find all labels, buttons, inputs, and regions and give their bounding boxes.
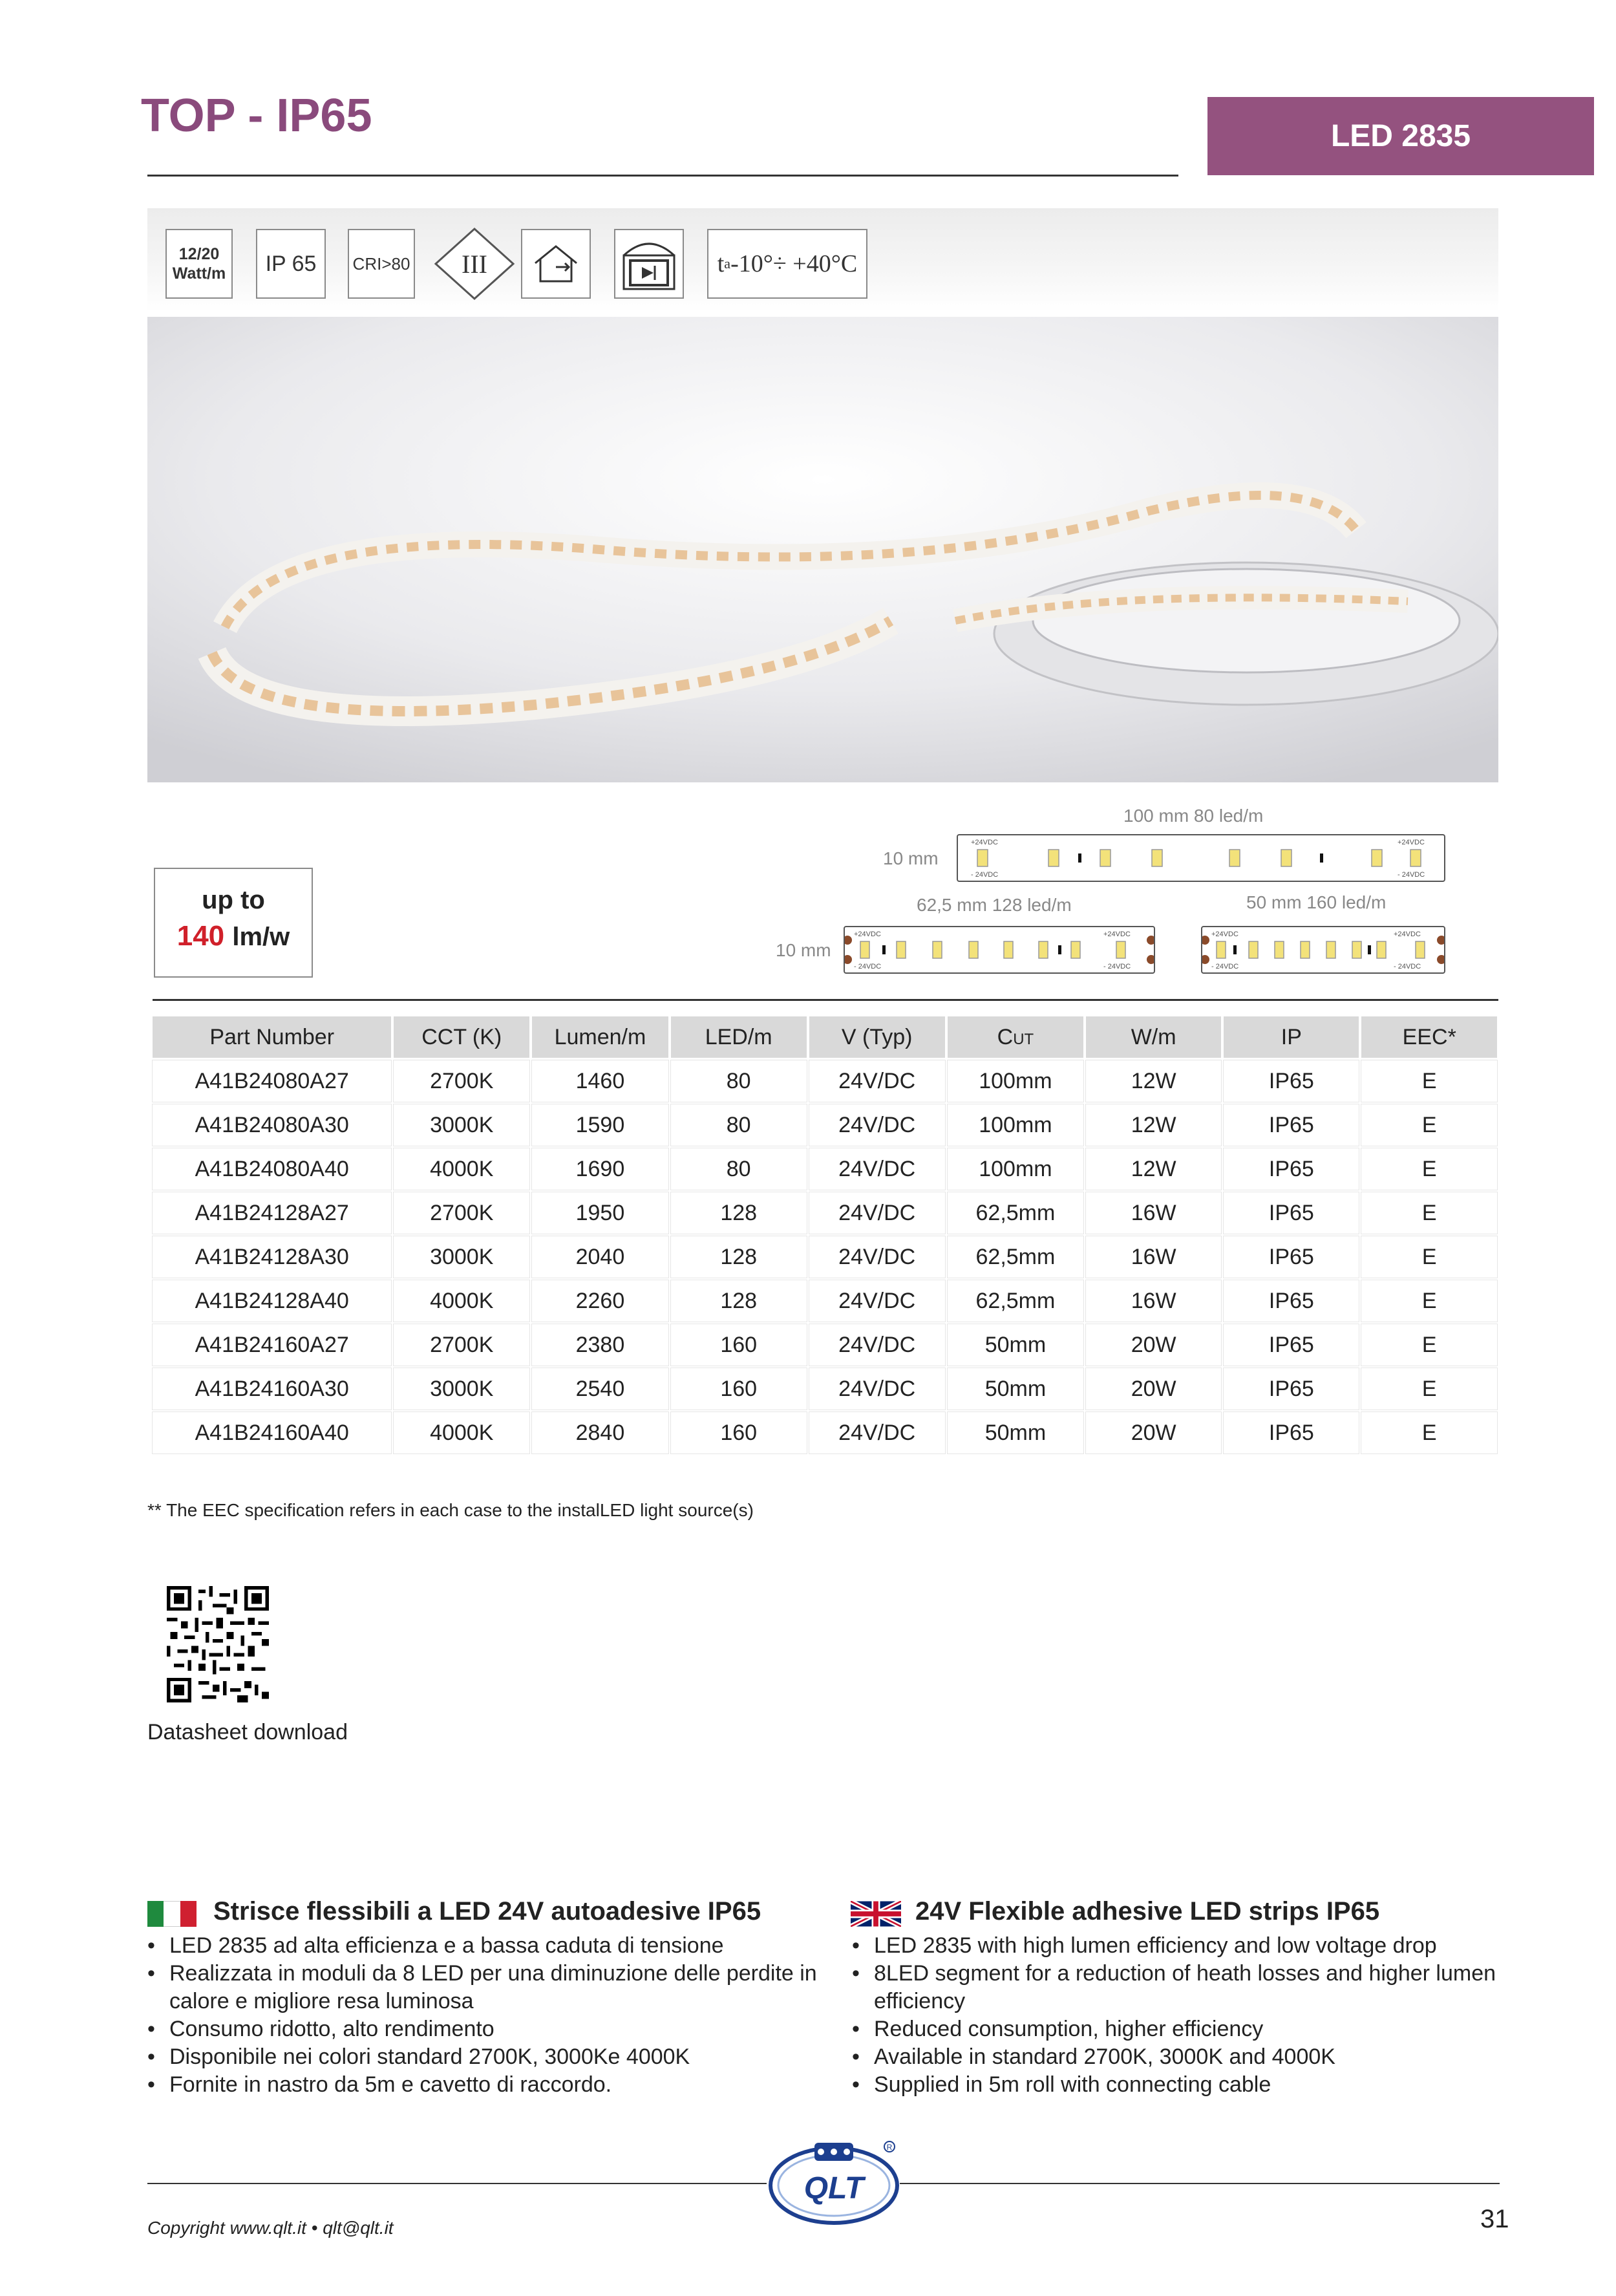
table-cell: 128 (671, 1192, 807, 1234)
table-cell: 2700K (394, 1192, 529, 1234)
table-cell: 24V/DC (809, 1412, 945, 1454)
table-cell: E (1361, 1104, 1497, 1146)
strip-128-label: 62,5 mm 128 led/m (917, 895, 1072, 915)
logo-text: QLT (803, 2171, 864, 2205)
table-cell: 24V/DC (809, 1368, 945, 1410)
header-cct: CCT (K) (394, 1016, 529, 1058)
table-cell: E (1361, 1368, 1497, 1410)
table-cell: 24V/DC (809, 1192, 945, 1234)
page-title: TOP - IP65 (141, 90, 372, 142)
table-cell: 62,5mm (948, 1192, 1083, 1234)
efficiency-unit: lm/w (232, 923, 290, 951)
table-cell: E (1361, 1192, 1497, 1234)
table-row (153, 1368, 1497, 1410)
product-photo (147, 317, 1498, 782)
table-cell: IP65 (1224, 1104, 1359, 1146)
efficiency-value: 140 (176, 920, 225, 952)
temp-range: -10°÷ +40°C (730, 250, 858, 277)
header-eec: EEC* (1361, 1016, 1497, 1058)
table-header-row (153, 1016, 1497, 1058)
strip-160-diagram (1201, 926, 1445, 974)
table-cell: 3000K (394, 1368, 529, 1410)
table-cell: A41B24080A40 (153, 1148, 391, 1190)
table-cell: 62,5mm (948, 1280, 1083, 1322)
table-cell: E (1361, 1060, 1497, 1102)
table-cell: 2380 (532, 1324, 668, 1366)
table-cell: 160 (671, 1324, 807, 1366)
english-feature-item: • Reduced consumption, higher efficiency (852, 2015, 1506, 2043)
table-cell: 2540 (532, 1368, 668, 1410)
table-cell: 24V/DC (809, 1236, 945, 1278)
italian-feature-item: • Fornite in nastro da 5m e cavetto di raccordo. (147, 2071, 820, 2099)
strip-128-minus-right: - 24VDC (1103, 963, 1131, 971)
italian-section-title: Strisce flessibili a LED 24V autoadesive IP65 (213, 1897, 761, 1926)
strip-160-label: 50 mm 160 led/m (1246, 892, 1387, 912)
strip-128-graphic (845, 927, 1154, 972)
table-cell: IP65 (1224, 1412, 1359, 1454)
copyright-text: Copyright www.qlt.it • qlt@qlt.it (147, 2218, 394, 2238)
table-cell: IP65 (1224, 1148, 1359, 1190)
table-cell: 20W (1086, 1368, 1221, 1410)
efficiency-line (155, 920, 312, 952)
table-cell: 1590 (532, 1104, 668, 1146)
strip-160-plus-right: +24VDC (1394, 930, 1421, 938)
table-cell: 24V/DC (809, 1280, 945, 1322)
table-cell: 80 (671, 1104, 807, 1146)
cri-icon: CRI>80 (348, 229, 415, 299)
indoor-use-icon (521, 229, 591, 299)
table-cell: E (1361, 1236, 1497, 1278)
table-cell: 12W (1086, 1104, 1221, 1146)
table-cell: 160 (671, 1412, 807, 1454)
table-row (153, 1280, 1497, 1322)
qlt-logo (763, 2134, 905, 2231)
italian-feature-item: • Realizzata in moduli da 8 LED per una diminuzione delle perdite in calore e migliore resa luminosa (147, 1960, 820, 2015)
table-cell: A41B24160A40 (153, 1412, 391, 1454)
ambient-temperature-icon (707, 229, 867, 299)
table-cell: E (1361, 1324, 1497, 1366)
english-feature-item: • Available in standard 2700K, 3000K and 4000K (852, 2043, 1506, 2071)
strip-80-plus-left: +24VDC (971, 839, 998, 846)
table-cell: 160 (671, 1368, 807, 1410)
strip-128-minus-left: - 24VDC (854, 963, 882, 971)
table-cell: 62,5mm (948, 1236, 1083, 1278)
table-cell: A41B24128A27 (153, 1192, 391, 1234)
strip-128-diagram (844, 926, 1155, 974)
header-watt-per-m: W/m (1086, 1016, 1221, 1058)
table-cell: 16W (1086, 1236, 1221, 1278)
strip-80-minus-left: - 24VDC (971, 871, 999, 879)
ip-rating-icon: IP 65 (256, 229, 326, 299)
strip-80-width-label: 10 mm (883, 848, 939, 868)
table-cell: 128 (671, 1236, 807, 1278)
table-row (153, 1236, 1497, 1278)
uk-flag-icon (851, 1901, 901, 1927)
table-row (153, 1192, 1497, 1234)
product-tag: LED 2835 (1207, 97, 1594, 175)
table-cell: 24V/DC (809, 1324, 945, 1366)
class-iii-label: III (462, 250, 487, 279)
table-cell: A41B24080A30 (153, 1104, 391, 1146)
table-cell: 20W (1086, 1412, 1221, 1454)
table-cell: 24V/DC (809, 1104, 945, 1146)
table-cell: 16W (1086, 1280, 1221, 1322)
strip-80-diagram (957, 834, 1445, 882)
table-row (153, 1412, 1497, 1454)
strip-80-graphic (958, 835, 1444, 881)
power-unit: Watt/m (172, 264, 226, 283)
strip-160-plus-left: +24VDC (1211, 930, 1239, 938)
table-cell: 4000K (394, 1280, 529, 1322)
english-feature-item: • LED 2835 with high lumen efficiency and low voltage drop (852, 1932, 1506, 1960)
header-part-number: Part Number (153, 1016, 391, 1058)
strip-80-minus-right: - 24VDC (1398, 871, 1425, 879)
table-cell: A41B24160A27 (153, 1324, 391, 1366)
table-cell: 12W (1086, 1148, 1221, 1190)
svg-text:R: R (886, 2143, 893, 2152)
table-cell: IP65 (1224, 1280, 1359, 1322)
header-lumen: Lumen/m (532, 1016, 668, 1058)
strip-128-plus-left: +24VDC (854, 930, 881, 938)
table-cell: 80 (671, 1148, 807, 1190)
table-cell: 1690 (532, 1148, 668, 1190)
efficiency-box (154, 868, 313, 978)
english-section-title: 24V Flexible adhesive LED strips IP65 (915, 1897, 1380, 1926)
table-cell: 4000K (394, 1148, 529, 1190)
table-cell: IP65 (1224, 1060, 1359, 1102)
class-iii-icon (433, 226, 516, 301)
table-cell: IP65 (1224, 1324, 1359, 1366)
temp-subscript: a (724, 255, 731, 272)
table-cell: 2260 (532, 1280, 668, 1322)
table-cell: 2040 (532, 1236, 668, 1278)
table-divider (153, 999, 1498, 1001)
strip-160-graphic (1202, 927, 1444, 972)
title-divider (147, 175, 1178, 177)
table-cell: 1460 (532, 1060, 668, 1102)
english-feature-item: • 8LED segment for a reduction of heath losses and higher lumen efficiency (852, 1960, 1506, 2015)
table-cell: 16W (1086, 1192, 1221, 1234)
header-voltage: V (Typ) (809, 1016, 945, 1058)
table-row (153, 1324, 1497, 1366)
specification-table (150, 1014, 1500, 1456)
strip-160-minus-right: - 24VDC (1394, 963, 1421, 971)
italian-feature-item: • LED 2835 ad alta efficienza e a bassa caduta di tensione (147, 1932, 820, 1960)
italian-feature-list (147, 1932, 820, 2099)
table-cell: 50mm (948, 1324, 1083, 1366)
table-cell: 4000K (394, 1412, 529, 1454)
table-cell: 100mm (948, 1060, 1083, 1102)
strip-160-minus-left: - 24VDC (1211, 963, 1239, 971)
table-cell: 2700K (394, 1060, 529, 1102)
power-icon (165, 229, 233, 299)
table-cell: 3000K (394, 1236, 529, 1278)
table-cell: 1950 (532, 1192, 668, 1234)
efficiency-prefix: up to (202, 886, 265, 914)
table-cell: 80 (671, 1060, 807, 1102)
power-value: 12/20 (178, 245, 220, 263)
table-cell: A41B24160A30 (153, 1368, 391, 1410)
datasheet-download-label[interactable]: Datasheet download (147, 1720, 348, 1744)
table-cell: IP65 (1224, 1368, 1359, 1410)
table-row (153, 1060, 1497, 1102)
strip-80-label: 100 mm 80 led/m (1123, 806, 1264, 826)
italian-feature-item: • Disponibile nei colori standard 2700K, 3000Ke 4000K (147, 2043, 820, 2071)
feature-icons-bar (147, 208, 1498, 312)
footer-rule-left (147, 2183, 767, 2184)
table-cell: A41B24080A27 (153, 1060, 391, 1102)
table-cell: 128 (671, 1280, 807, 1322)
table-cell: 50mm (948, 1368, 1083, 1410)
header-cut: Cut (948, 1016, 1083, 1058)
page-number: 31 (1480, 2205, 1509, 2233)
table-row (153, 1104, 1497, 1146)
english-feature-list (852, 1932, 1506, 2099)
table-cell: IP65 (1224, 1192, 1359, 1234)
table-cell: E (1361, 1280, 1497, 1322)
strip-128-plus-right: +24VDC (1103, 930, 1131, 938)
table-row (153, 1148, 1497, 1190)
strip-80-plus-right: +24VDC (1398, 839, 1425, 846)
strip-128-width-label: 10 mm (776, 940, 831, 960)
table-cell: IP65 (1224, 1236, 1359, 1278)
table-cell: 20W (1086, 1324, 1221, 1366)
table-cell: E (1361, 1148, 1497, 1190)
qr-code[interactable] (167, 1585, 269, 1703)
footer-rule-right (900, 2183, 1500, 2184)
english-feature-item: • Supplied in 5m roll with connecting cable (852, 2071, 1506, 2099)
table-cell: 2840 (532, 1412, 668, 1454)
italian-feature-item: • Consumo ridotto, alto rendimento (147, 2015, 820, 2043)
table-cell: 24V/DC (809, 1148, 945, 1190)
table-cell: A41B24128A40 (153, 1280, 391, 1322)
italian-flag-icon (147, 1901, 197, 1927)
table-cell: 2700K (394, 1324, 529, 1366)
header-led-per-m: LED/m (671, 1016, 807, 1058)
table-cell: 3000K (394, 1104, 529, 1146)
table-cell: 100mm (948, 1104, 1083, 1146)
table-cell: 100mm (948, 1148, 1083, 1190)
eec-footnote: ** The EEC specification refers in each case to the instalLED light source(s) (147, 1500, 754, 1520)
header-ip: IP (1224, 1016, 1359, 1058)
table-cell: 24V/DC (809, 1060, 945, 1102)
table-cell: 50mm (948, 1412, 1083, 1454)
table-cell: A41B24128A30 (153, 1236, 391, 1278)
led-driver-icon (614, 229, 684, 299)
table-cell: 12W (1086, 1060, 1221, 1102)
table-cell: E (1361, 1412, 1497, 1454)
temp-prefix: t (717, 250, 725, 277)
led-strip-reel-image (147, 317, 1498, 782)
table-body (153, 1060, 1497, 1454)
